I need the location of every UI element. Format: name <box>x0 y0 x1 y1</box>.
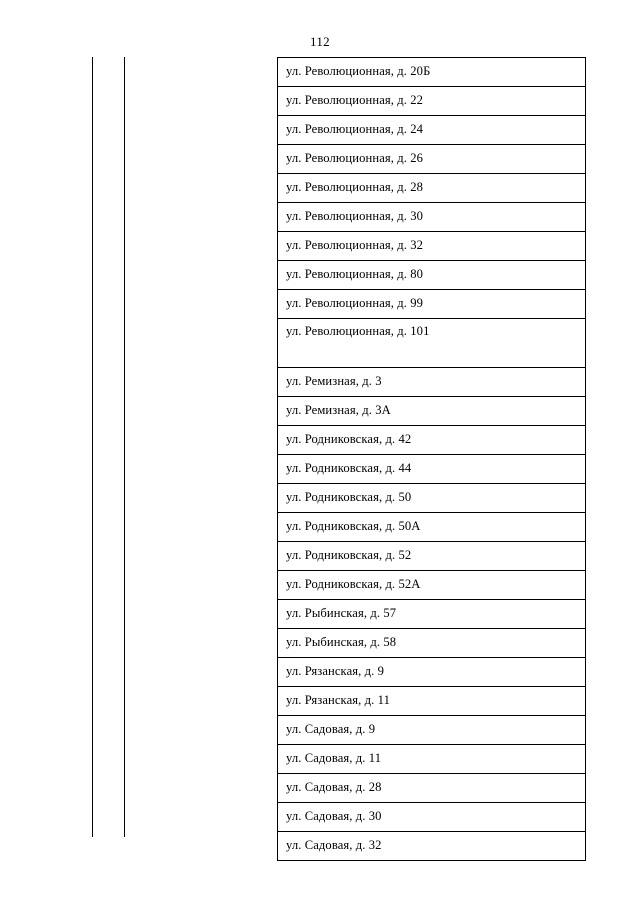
address-cell: ул. Родниковская, д. 50А <box>278 513 586 542</box>
table-row <box>278 832 586 861</box>
address-cell: ул. Рыбинская, д. 57 <box>278 600 586 629</box>
table-row <box>278 368 586 397</box>
address-cell: ул. Родниковская, д. 52 <box>278 542 586 571</box>
address-cell: ул. Революционная, д. 30 <box>278 203 586 232</box>
address-cell: ул. Революционная, д. 80 <box>278 261 586 290</box>
table-row <box>278 716 586 745</box>
table-row <box>278 145 586 174</box>
table-row <box>278 87 586 116</box>
address-cell: ул. Революционная, д. 20Б <box>278 58 586 87</box>
table-row <box>278 513 586 542</box>
table-row <box>278 426 586 455</box>
address-cell: ул. Родниковская, д. 50 <box>278 484 586 513</box>
page-number: 112 <box>310 34 330 49</box>
table-left-border-inner <box>124 57 125 837</box>
table-row <box>278 803 586 832</box>
address-cell: ул. Рыбинская, д. 58 <box>278 629 586 658</box>
table-row <box>278 542 586 571</box>
table-row <box>278 319 586 368</box>
table-row <box>278 629 586 658</box>
table-row <box>278 600 586 629</box>
table-row <box>278 116 586 145</box>
address-cell: ул. Революционная, д. 22 <box>278 87 586 116</box>
address-cell: ул. Рязанская, д. 9 <box>278 658 586 687</box>
address-cell: ул. Садовая, д. 9 <box>278 716 586 745</box>
address-cell: ул. Революционная, д. 99 <box>278 290 586 319</box>
address-cell: ул. Революционная, д. 28 <box>278 174 586 203</box>
address-cell: ул. Садовая, д. 11 <box>278 745 586 774</box>
address-cell: ул. Революционная, д. 24 <box>278 116 586 145</box>
address-cell: ул. Родниковская, д. 44 <box>278 455 586 484</box>
address-cell: ул. Садовая, д. 32 <box>278 832 586 861</box>
table-row <box>278 484 586 513</box>
table-row <box>278 658 586 687</box>
address-table-container <box>277 57 586 861</box>
address-cell: ул. Рязанская, д. 11 <box>278 687 586 716</box>
table-row <box>278 397 586 426</box>
address-cell: ул. Садовая, д. 28 <box>278 774 586 803</box>
table-left-border-outer <box>92 57 93 837</box>
table-row <box>278 455 586 484</box>
address-cell: ул. Садовая, д. 30 <box>278 803 586 832</box>
table-row <box>278 174 586 203</box>
address-cell: ул. Ремизная, д. 3А <box>278 397 586 426</box>
address-table <box>277 57 586 861</box>
table-row <box>278 290 586 319</box>
table-row <box>278 774 586 803</box>
table-row <box>278 745 586 774</box>
address-table-body <box>278 58 586 861</box>
table-row <box>278 261 586 290</box>
table-row <box>278 232 586 261</box>
address-cell: ул. Революционная, д. 32 <box>278 232 586 261</box>
table-row <box>278 203 586 232</box>
address-cell: ул. Ремизная, д. 3 <box>278 368 586 397</box>
address-cell: ул. Родниковская, д. 52А <box>278 571 586 600</box>
address-cell: ул. Родниковская, д. 42 <box>278 426 586 455</box>
address-cell: ул. Революционная, д. 26 <box>278 145 586 174</box>
table-row <box>278 687 586 716</box>
table-row <box>278 58 586 87</box>
table-row <box>278 571 586 600</box>
address-cell: ул. Революционная, д. 101 <box>278 319 586 368</box>
